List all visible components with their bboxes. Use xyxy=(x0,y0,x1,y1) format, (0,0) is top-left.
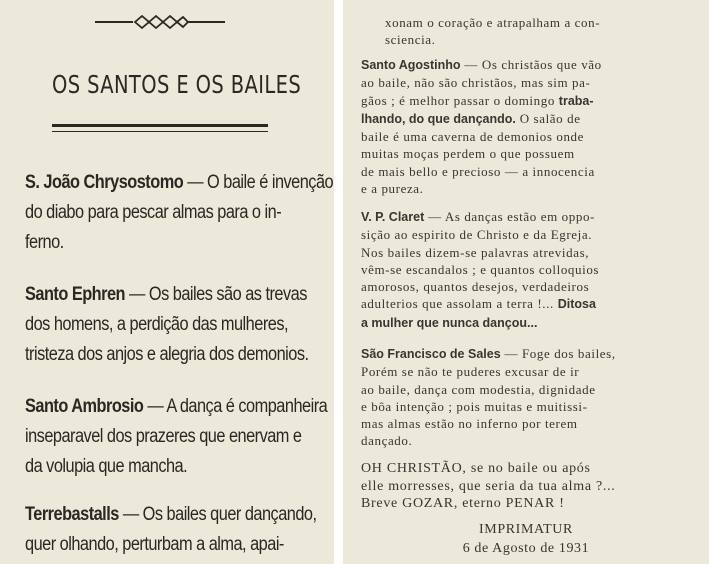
ornament-icon xyxy=(95,12,225,32)
imprimatur-date: 6 de Agosto de 1931 xyxy=(462,541,590,556)
left-page xyxy=(0,0,334,564)
title-rule xyxy=(52,124,268,127)
speaker-name: S. João Chrysostomo xyxy=(25,172,184,193)
continuation-text: xonam o coração e atrapalham a con- sciencia. xyxy=(385,15,601,48)
right-page xyxy=(343,0,709,564)
imprimatur: IMPRIMATUR xyxy=(479,522,573,537)
page-title: OS SANTOS E OS BAILES xyxy=(52,70,302,99)
speaker-name: São Francisco de Sales xyxy=(361,347,501,361)
exhortation: OH CHRISTÃO, se no baile ou após elle morresses, que seria da tua alma ?... Breve GOZAR, eterno PENAR ! xyxy=(361,461,616,511)
quote-agostinho: Santo Agostinho — Os christãos que vão ao baile, não são christãos, mas sim pa- gãos ; é melhor passar o domingo traba- lhando, do que dançando. O salão de baile é uma caverna de demonios onde muitas moças perdem o que possuem de mais bello e precioso — a innocencia e a pureza. xyxy=(361,57,602,197)
quote-ambrosio: Santo Ambrosio — A dança é companheira inseparavel dos prazeres que enervam e da volupia que mancha. xyxy=(25,396,328,477)
speaker-name: Terrebastalls xyxy=(25,504,119,525)
speaker-name: V. P. Claret xyxy=(361,210,425,224)
title-rule-thin xyxy=(52,131,268,132)
quote-chrysostomo: S. João Chrysostomo — O baile é invenção do diabo para pescar almas para o in- ferno. xyxy=(25,172,334,253)
quote-sales: São Francisco de Sales — Foge dos bailes, Porém se não te puderes excusar de ir ao baile, dança com modestia, dignidade e bôa intenção ; pois muitas e muitissi- mas almas estão no inferno por terem dançado. xyxy=(361,346,616,449)
quote-ephren: Santo Ephren — Os bailes são as trevas dos homens, a perdição das mulheres, tristeza dos anjos e alegria dos demonios. xyxy=(25,284,309,365)
speaker-name: Santo Agostinho xyxy=(361,58,461,72)
quote-claret: V. P. Claret — As danças estão em oppo- sição ao espirito de Christo e da Egreja. Nos bailes dizem-se palavras atrevidas, vêm-se escandalos ; e quantos colloquios amorosos, quantos desejos, verdadeiros adulterios que assolam a terra !... Ditosa a mulher que nunca dançou... xyxy=(361,209,600,330)
speaker-name: Santo Ephren xyxy=(25,284,126,305)
speaker-name: Santo Ambrosio xyxy=(25,396,144,417)
page-gutter xyxy=(334,0,343,564)
quote-terrebastalls: Terrebastalls — Os bailes quer dançando, quer olhando, perturbam a alma, apai- xyxy=(25,504,317,555)
